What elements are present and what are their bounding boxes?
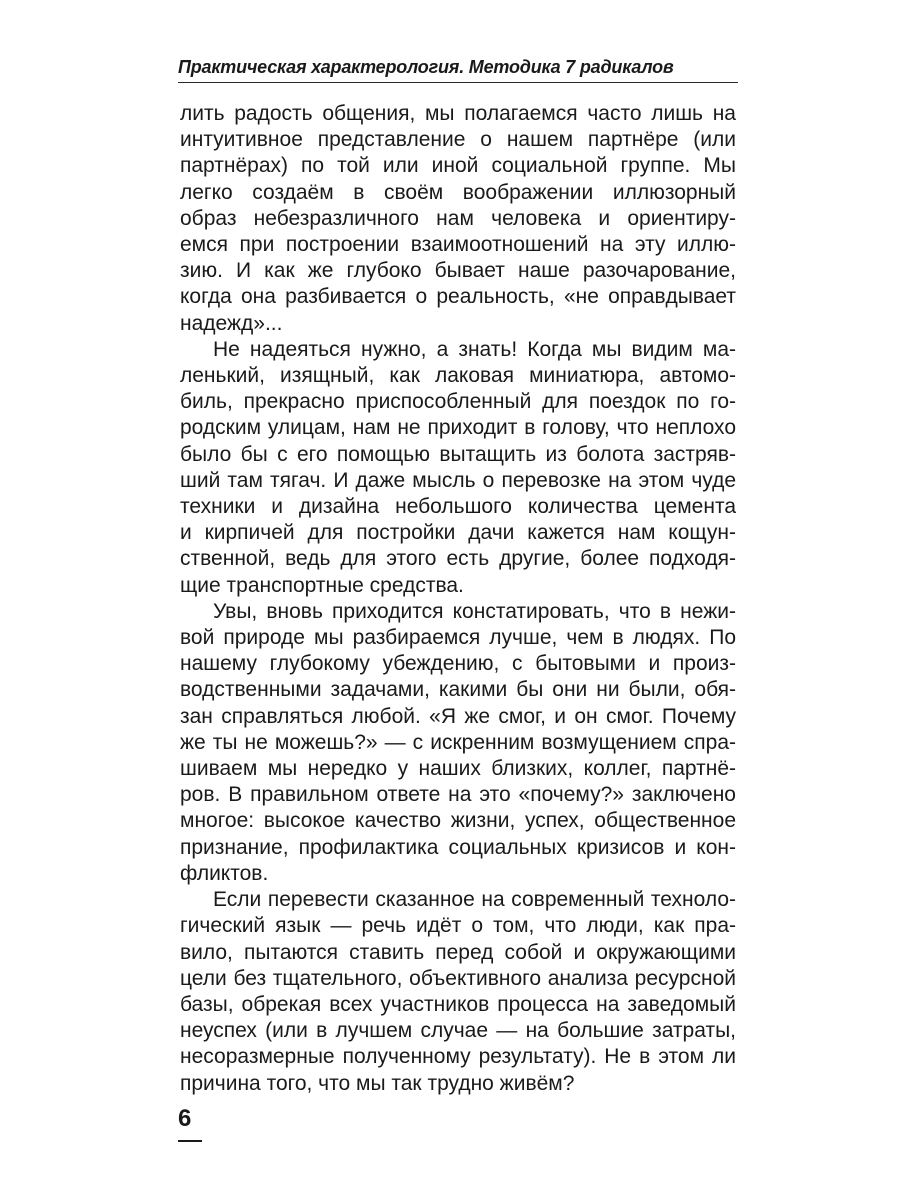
paragraph-2 (180, 337, 736, 599)
paragraph-1 (180, 101, 736, 337)
text-line: интуитивное представление о нашем партнёре (или (180, 128, 736, 152)
text-line: легко создаём в своём воображении иллюзорный (180, 180, 736, 204)
text-line: вой природе мы разбираемся лучше, чем в людях. По (180, 626, 736, 650)
text-line: ленький, изящный, как лаковая миниатюра, автомо- (180, 364, 736, 388)
text-line: надежд»... (180, 311, 283, 335)
text-line: ственной, ведь для этого есть другие, более подходя- (180, 547, 736, 571)
text-line: фликтов. (180, 861, 269, 885)
text-line: водственными задачами, какими бы они ни были, обя- (180, 678, 736, 702)
text-line: щие транспортные средства. (180, 573, 464, 597)
text-line: зан справляться любой. «Я же смог, и он смог. Почему (180, 704, 736, 728)
header-rule (178, 82, 738, 83)
text-line: техники и дизайна небольшого количества цемента (180, 495, 736, 519)
text-line: Не надеяться нужно, а знать! Когда мы видим ма- (213, 337, 736, 361)
text-line: цели без тщательного, объективного анализа ресурсной (180, 966, 736, 990)
page-body (180, 101, 736, 1097)
running-head: Практическая характерология. Методика 7 радикалов (178, 57, 674, 77)
text-line: емся при построении взаимоотношений на эту иллю- (180, 233, 736, 257)
paragraph-4 (180, 887, 736, 1097)
text-line: зию. И как же глубоко бывает наше разочарование, (180, 259, 736, 283)
page-number: 6 (178, 1105, 192, 1132)
text-line: причина того, что мы так трудно живём? (180, 1071, 575, 1095)
text-line: признание, профилактика социальных кризисов и кон- (180, 835, 736, 859)
text-line: лить радость общения, мы полагаемся часто лишь на (180, 102, 736, 125)
text-line: гический язык — речь идёт о том, что люди, как пра- (180, 914, 736, 938)
text-line: родским улицам, нам не приходит в голову, что неплохо (180, 416, 736, 440)
text-line: когда она разбивается о реальность, «не оправдывает (180, 285, 736, 309)
text-line: Увы, вновь приходится констатировать, что в нежи- (213, 599, 736, 623)
text-line: ров. В правильном ответе на это «почему?» заключено (180, 783, 736, 807)
text-line: было бы с его помощью вытащить из болота застряв- (180, 442, 736, 466)
text-line: биль, прекрасно приспособленный для поездок по го- (180, 390, 736, 414)
text-line: вило, пытаются ставить перед собой и окружающими (180, 940, 736, 964)
footer-rule (178, 1140, 202, 1142)
text-line: нашему глубокому убеждению, с бытовыми и произ- (180, 652, 736, 676)
text-line: ший там тягач. И даже мысль о перевозке на этом чуде (180, 468, 736, 492)
text-line: несоразмерные полученному результату). Не в этом ли (180, 1045, 736, 1069)
text-line: и кирпичей для постройки дачи кажется нам кощун- (180, 521, 736, 545)
text-line: шиваем мы нередко у наших близких, коллег, партнё- (180, 757, 736, 781)
text-line: образ небезразличного нам человека и ориентиру- (180, 206, 736, 230)
text-line: же ты не можешь?» — с искренним возмущением спра- (180, 730, 736, 754)
paragraph-3 (180, 599, 736, 887)
text-line: неуспех (или в лучшем случае — на большие затраты, (180, 1019, 736, 1043)
text-line: базы, обрекая всех участников процесса на заведомый (180, 992, 736, 1016)
text-line: многое: высокое качество жизни, успех, общественное (180, 809, 736, 833)
text-line: партнёрах) по той или иной социальной группе. Мы (180, 154, 736, 178)
text-line: Если перевести сказанное на современный техноло- (213, 888, 736, 912)
